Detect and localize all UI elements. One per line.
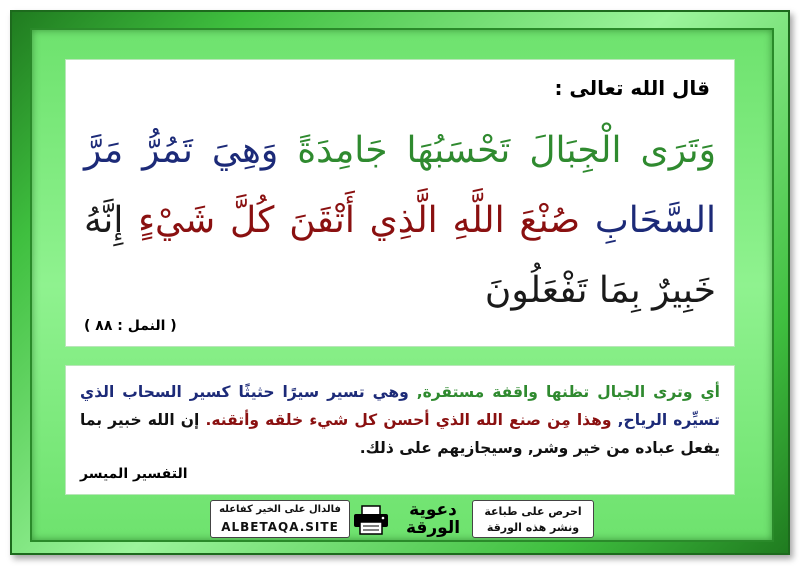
site-url[interactable]: ALBETAQA.SITE: [221, 520, 339, 534]
tafsir-part: أي وترى الجبال تظنها واقفة مستقرة,: [416, 383, 720, 401]
print-reminder-line: ونشر هذه الورقة: [486, 521, 580, 534]
verse-panel: [66, 60, 734, 346]
tafsir-text: [80, 378, 720, 462]
print-reminder-line: احرص على طباعة: [484, 505, 582, 518]
verse-intro: قال الله تعالى :: [554, 76, 710, 100]
logo-line: دعوية: [409, 500, 457, 520]
tafsir-source: التفسير الميسر: [80, 466, 188, 482]
tafsir-panel: [66, 366, 734, 494]
logo-line: الورقة: [405, 518, 461, 538]
printer-icon: [352, 505, 390, 535]
tafsir-part: إن الله خبير بما يفعل عباده من خير وشر, وسيجازيهم على ذلك.: [80, 411, 720, 457]
quran-verse: [84, 116, 716, 326]
logo: [398, 498, 468, 540]
verse-part: وَتَرَى الْجِبَالَ تَحْسَبُهَا جَامِدَةً: [297, 130, 716, 171]
verse-part: صُنْعَ اللَّهِ الَّذِي أَتْقَنَ كُلَّ شَيْءٍ: [138, 200, 581, 241]
tafsir-part: وهذا مِن صنع الله الذي أحسن كل شيء خلقه وأتقنه.: [205, 411, 612, 429]
print-reminder-box: [472, 500, 594, 538]
verse-reference: ( النمل : ٨٨ ): [84, 318, 177, 334]
verse-part: إِنَّهُ خَبِيرٌ بِمَا تَفْعَلُونَ: [84, 200, 716, 311]
site-link-box[interactable]: [210, 500, 350, 538]
tafsir-part: وهي تسير سيرًا حثيثًا كسير السحاب الذي تسيِّره الرياح,: [80, 383, 720, 429]
verse-part: وَهِيَ تَمُرُّ مَرَّ السَّحَابِ: [84, 130, 716, 241]
footer-proverb: فالدال على الخير كفاعله: [219, 504, 341, 515]
